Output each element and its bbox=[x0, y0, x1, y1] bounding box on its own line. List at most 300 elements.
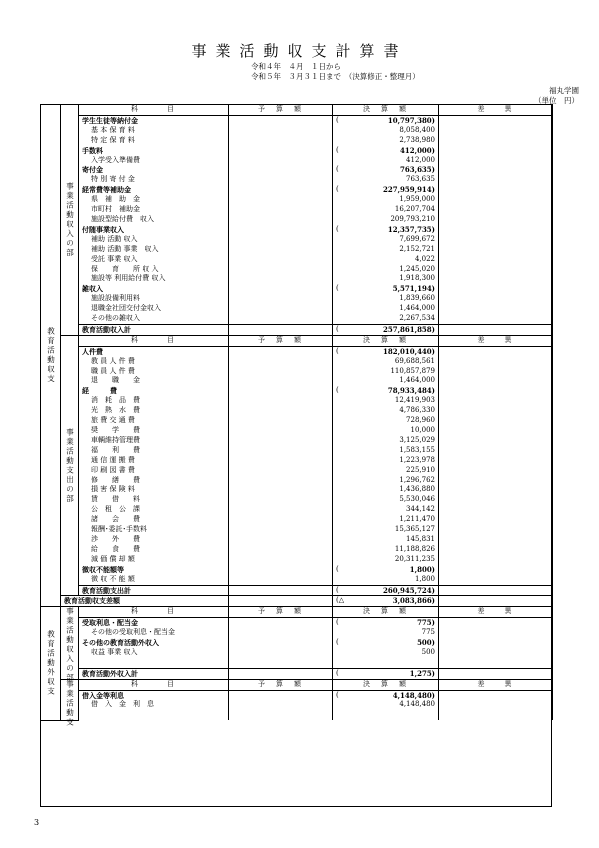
row-subject: 退職金社団交付金収入 bbox=[79, 304, 229, 314]
table-row bbox=[41, 476, 553, 486]
row-diff bbox=[439, 575, 553, 585]
row-subject: 教育活動支出計 bbox=[79, 585, 229, 596]
row-paren bbox=[333, 535, 343, 545]
row-budget bbox=[229, 456, 333, 466]
row-actual: 4,786,330 bbox=[343, 406, 439, 416]
table-row bbox=[41, 495, 553, 505]
unit-label: （単位 円） bbox=[534, 96, 579, 105]
row-actual: 1,211,470 bbox=[343, 515, 439, 525]
row-diff bbox=[439, 195, 553, 205]
row-subject: 奨 学 費 bbox=[79, 426, 229, 436]
row-paren: ( bbox=[333, 386, 343, 396]
header-budget: 予 算 額 bbox=[229, 105, 333, 116]
edu-balance-prefix: (△ bbox=[333, 596, 343, 607]
row-budget bbox=[229, 367, 333, 377]
row-diff bbox=[439, 515, 553, 525]
row-actual: 4,022 bbox=[343, 255, 439, 265]
row-diff bbox=[439, 545, 553, 555]
row-actual: 4,148,480 bbox=[343, 700, 439, 710]
row-budget bbox=[229, 406, 333, 416]
row-actual: 12,419,903 bbox=[343, 396, 439, 406]
row-subject: 消 耗 品 費 bbox=[79, 396, 229, 406]
row-diff bbox=[439, 446, 553, 456]
row-budget bbox=[229, 274, 333, 284]
row-paren bbox=[333, 235, 343, 245]
row-budget bbox=[229, 284, 333, 294]
row-diff bbox=[439, 314, 553, 324]
table-row bbox=[41, 535, 553, 545]
row-paren bbox=[333, 376, 343, 386]
table-row bbox=[41, 324, 553, 335]
row-budget bbox=[229, 618, 333, 628]
row-paren bbox=[333, 628, 343, 638]
row-paren bbox=[333, 304, 343, 314]
row-budget bbox=[229, 294, 333, 304]
row-actual: 20,311,235 bbox=[343, 555, 439, 565]
row-subject: 通 信 運 搬 費 bbox=[79, 456, 229, 466]
row-diff bbox=[439, 535, 553, 545]
row-diff bbox=[439, 555, 553, 565]
page-number: 3 bbox=[34, 818, 40, 827]
row-diff bbox=[439, 700, 553, 710]
sub-label-nonedu-expense: 事業活動支 bbox=[61, 679, 79, 720]
row-actual: 775 bbox=[343, 628, 439, 638]
header-diff: 差 異 bbox=[439, 607, 553, 618]
header-row bbox=[41, 679, 553, 690]
table-row bbox=[41, 485, 553, 495]
row-diff bbox=[439, 136, 553, 146]
row-subject: その他の受取利息・配当金 bbox=[79, 628, 229, 638]
table-row bbox=[41, 466, 553, 476]
table-row bbox=[41, 555, 553, 565]
row-budget bbox=[229, 357, 333, 367]
row-diff bbox=[439, 146, 553, 156]
row-actual: 1,296,762 bbox=[343, 476, 439, 486]
row-actual: 257,861,858) bbox=[343, 324, 439, 335]
section-label-edu: 教育活動収支 bbox=[41, 105, 61, 607]
row-diff bbox=[439, 565, 553, 575]
table-row bbox=[41, 205, 553, 215]
row-subject: 基 本 保 育 料 bbox=[79, 126, 229, 136]
row-budget bbox=[229, 126, 333, 136]
table-row bbox=[41, 386, 553, 396]
row-actual: 412,000 bbox=[343, 156, 439, 166]
table-row bbox=[41, 156, 553, 166]
row-actual: 7,699,672 bbox=[343, 235, 439, 245]
row-actual: 225,910 bbox=[343, 466, 439, 476]
row-paren bbox=[333, 175, 343, 185]
row-actual: 8,058,400 bbox=[343, 126, 439, 136]
row-paren bbox=[333, 156, 343, 166]
row-actual: 1,959,000 bbox=[343, 195, 439, 205]
row-paren bbox=[333, 215, 343, 225]
header-subject: 科 目 bbox=[79, 105, 229, 116]
header-budget: 予 算 額 bbox=[229, 335, 333, 346]
row-subject: 徴 収 不 能 額 bbox=[79, 575, 229, 585]
row-paren bbox=[333, 466, 343, 476]
row-budget bbox=[229, 225, 333, 235]
row-budget bbox=[229, 426, 333, 436]
row-diff bbox=[439, 225, 553, 235]
row-diff bbox=[439, 648, 553, 658]
row-budget bbox=[229, 156, 333, 166]
table-row bbox=[41, 215, 553, 225]
row-actual: 78,933,484) bbox=[343, 386, 439, 396]
row-subject: 借入金等利息 bbox=[79, 690, 229, 700]
row-paren bbox=[333, 658, 343, 668]
table-row bbox=[41, 195, 553, 205]
table-row bbox=[41, 690, 553, 700]
table-row bbox=[41, 165, 553, 175]
row-budget bbox=[229, 396, 333, 406]
row-subject: 退 職 金 bbox=[79, 376, 229, 386]
row-subject: 給 食 費 bbox=[79, 545, 229, 555]
section-label-nonedu: 教育活動外収支 bbox=[41, 607, 61, 720]
table-row bbox=[41, 416, 553, 426]
row-actual: 5,530,046 bbox=[343, 495, 439, 505]
table-row bbox=[41, 245, 553, 255]
row-budget bbox=[229, 710, 333, 720]
row-diff bbox=[439, 485, 553, 495]
row-actual: 344,142 bbox=[343, 505, 439, 515]
table-row bbox=[41, 255, 553, 265]
table-row bbox=[41, 294, 553, 304]
row-subject: 補助 活動 収入 bbox=[79, 235, 229, 245]
row-budget bbox=[229, 416, 333, 426]
row-budget bbox=[229, 195, 333, 205]
row-subject: 諸 会 費 bbox=[79, 515, 229, 525]
table-row bbox=[41, 367, 553, 377]
row-budget bbox=[229, 314, 333, 324]
table-row bbox=[41, 638, 553, 648]
edu-balance-budget bbox=[229, 596, 333, 607]
row-diff bbox=[439, 668, 553, 679]
edu-balance-row bbox=[41, 596, 553, 607]
row-paren: ( bbox=[333, 284, 343, 294]
row-paren: ( bbox=[333, 185, 343, 195]
row-subject: 雑収入 bbox=[79, 284, 229, 294]
row-paren bbox=[333, 367, 343, 377]
table-row bbox=[41, 115, 553, 125]
row-diff bbox=[439, 304, 553, 314]
table-row bbox=[41, 575, 553, 585]
row-paren: ( bbox=[333, 115, 343, 125]
table-row bbox=[41, 565, 553, 575]
row-actual: 2,267,534 bbox=[343, 314, 439, 324]
row-actual: 11,188,826 bbox=[343, 545, 439, 555]
table-row bbox=[41, 426, 553, 436]
edu-balance-label: 教育活動収支差額 bbox=[61, 596, 229, 607]
row-budget bbox=[229, 555, 333, 565]
row-actual: 10,797,380) bbox=[343, 115, 439, 125]
row-actual: 1,918,300 bbox=[343, 274, 439, 284]
row-paren bbox=[333, 195, 343, 205]
row-actual: 1,464,000 bbox=[343, 376, 439, 386]
edu-balance-value: 3,083,866) bbox=[343, 596, 439, 607]
row-subject: その他の教育活動外収入 bbox=[79, 638, 229, 648]
row-paren bbox=[333, 710, 343, 720]
row-diff bbox=[439, 324, 553, 335]
table-row bbox=[41, 314, 553, 324]
row-subject: 教育活動外収入計 bbox=[79, 668, 229, 679]
row-subject: 光 熱 水 費 bbox=[79, 406, 229, 416]
row-paren bbox=[333, 648, 343, 658]
table-row bbox=[41, 126, 553, 136]
table-row bbox=[41, 545, 553, 555]
row-diff bbox=[439, 284, 553, 294]
row-paren bbox=[333, 555, 343, 565]
row-paren: ( bbox=[333, 690, 343, 700]
row-diff bbox=[439, 175, 553, 185]
row-paren: ( bbox=[333, 324, 343, 335]
row-subject: 手数料 bbox=[79, 146, 229, 156]
row-diff bbox=[439, 205, 553, 215]
row-subject: 損 害 保 険 料 bbox=[79, 485, 229, 495]
row-subject: 施設等 利用給付費 収入 bbox=[79, 274, 229, 284]
row-subject: 車輌維持管理費 bbox=[79, 436, 229, 446]
row-subject: 渉 外 費 bbox=[79, 535, 229, 545]
header-diff: 差 異 bbox=[439, 105, 553, 116]
header-actual: 決 算 額 bbox=[333, 335, 439, 346]
header-row bbox=[41, 105, 553, 116]
row-diff bbox=[439, 165, 553, 175]
row-subject: 教育活動収入計 bbox=[79, 324, 229, 335]
header-actual: 決 算 額 bbox=[333, 607, 439, 618]
row-paren bbox=[333, 456, 343, 466]
row-budget bbox=[229, 690, 333, 700]
row-subject: 旅 費 交 通 費 bbox=[79, 416, 229, 426]
row-budget bbox=[229, 304, 333, 314]
row-diff bbox=[439, 245, 553, 255]
row-subject: 借 入 金 利 息 bbox=[79, 700, 229, 710]
row-subject: 経 費 bbox=[79, 386, 229, 396]
row-paren bbox=[333, 255, 343, 265]
row-paren: ( bbox=[333, 585, 343, 596]
row-budget bbox=[229, 668, 333, 679]
row-paren bbox=[333, 294, 343, 304]
row-subject: 特 定 保 育 料 bbox=[79, 136, 229, 146]
table-row bbox=[41, 396, 553, 406]
row-subject: 特 別 寄 付 金 bbox=[79, 175, 229, 185]
row-budget bbox=[229, 185, 333, 195]
row-diff bbox=[439, 386, 553, 396]
row-budget bbox=[229, 165, 333, 175]
sub-label-edu-income: 事業活動収入の部 bbox=[61, 105, 79, 336]
row-subject: 寄付金 bbox=[79, 165, 229, 175]
row-paren bbox=[333, 446, 343, 456]
row-budget bbox=[229, 146, 333, 156]
row-diff bbox=[439, 710, 553, 720]
row-budget bbox=[229, 446, 333, 456]
row-budget bbox=[229, 376, 333, 386]
row-budget bbox=[229, 386, 333, 396]
row-budget bbox=[229, 515, 333, 525]
row-subject: 入学受入準備費 bbox=[79, 156, 229, 166]
row-budget bbox=[229, 466, 333, 476]
row-actual: 2,738,980 bbox=[343, 136, 439, 146]
table-row bbox=[41, 585, 553, 596]
row-actual: 209,793,210 bbox=[343, 215, 439, 225]
table-row bbox=[41, 618, 553, 628]
row-budget bbox=[229, 215, 333, 225]
row-subject bbox=[79, 658, 229, 668]
row-actual: 260,945,724) bbox=[343, 585, 439, 596]
row-paren bbox=[333, 416, 343, 426]
row-actual: 227,959,914) bbox=[343, 185, 439, 195]
row-actual: 15,365,127 bbox=[343, 525, 439, 535]
table-row bbox=[41, 436, 553, 446]
row-subject: 学生生徒等納付金 bbox=[79, 115, 229, 125]
row-actual: 728,960 bbox=[343, 416, 439, 426]
row-actual: 2,152,721 bbox=[343, 245, 439, 255]
table-row bbox=[41, 225, 553, 235]
table-row bbox=[41, 456, 553, 466]
row-diff bbox=[439, 658, 553, 668]
header-actual: 決 算 額 bbox=[333, 105, 439, 116]
row-actual: 1,800 bbox=[343, 575, 439, 585]
row-actual: 10,000 bbox=[343, 426, 439, 436]
row-actual: 12,357,735) bbox=[343, 225, 439, 235]
table-row bbox=[41, 710, 553, 720]
row-paren bbox=[333, 495, 343, 505]
row-budget bbox=[229, 495, 333, 505]
row-subject: 修 繕 費 bbox=[79, 476, 229, 486]
row-budget bbox=[229, 628, 333, 638]
row-diff bbox=[439, 456, 553, 466]
row-paren bbox=[333, 545, 343, 555]
row-diff bbox=[439, 466, 553, 476]
row-actual: 145,831 bbox=[343, 535, 439, 545]
row-budget bbox=[229, 575, 333, 585]
row-diff bbox=[439, 426, 553, 436]
row-paren: ( bbox=[333, 146, 343, 156]
row-diff bbox=[439, 115, 553, 125]
period-to: 令和５年 ３月３１日まで （決算修正・整理月） bbox=[251, 72, 420, 81]
header-row bbox=[41, 607, 553, 618]
table-row bbox=[41, 658, 553, 668]
row-paren bbox=[333, 265, 343, 275]
row-actual: 1,839,660 bbox=[343, 294, 439, 304]
row-diff bbox=[439, 638, 553, 648]
row-budget bbox=[229, 205, 333, 215]
row-paren bbox=[333, 485, 343, 495]
row-subject: 県 補 助 金 bbox=[79, 195, 229, 205]
row-diff bbox=[439, 294, 553, 304]
table-row bbox=[41, 136, 553, 146]
table-row bbox=[41, 525, 553, 535]
row-actual bbox=[343, 658, 439, 668]
row-paren bbox=[333, 126, 343, 136]
row-diff bbox=[439, 396, 553, 406]
row-subject: 報酬･委託･手数料 bbox=[79, 525, 229, 535]
row-budget bbox=[229, 324, 333, 335]
row-subject: 印 刷 図 書 費 bbox=[79, 466, 229, 476]
row-paren bbox=[333, 136, 343, 146]
table-row bbox=[41, 446, 553, 456]
row-paren bbox=[333, 205, 343, 215]
row-budget bbox=[229, 245, 333, 255]
row-subject: 職 員 人 件 費 bbox=[79, 367, 229, 377]
row-budget bbox=[229, 585, 333, 596]
table-row bbox=[41, 628, 553, 638]
row-paren: ( bbox=[333, 346, 343, 356]
row-diff bbox=[439, 274, 553, 284]
row-actual: 3,125,029 bbox=[343, 436, 439, 446]
row-paren bbox=[333, 406, 343, 416]
table-row bbox=[41, 274, 553, 284]
header-diff: 差 異 bbox=[439, 679, 553, 690]
row-diff bbox=[439, 618, 553, 628]
table-row bbox=[41, 357, 553, 367]
row-budget bbox=[229, 476, 333, 486]
page-title: 事業活動収支計算書 bbox=[191, 42, 408, 60]
row-paren bbox=[333, 525, 343, 535]
row-actual: 182,010,440) bbox=[343, 346, 439, 356]
statement-body bbox=[41, 105, 553, 728]
table-row bbox=[41, 648, 553, 658]
statement-table bbox=[40, 104, 553, 728]
org-block bbox=[534, 86, 579, 106]
row-budget bbox=[229, 545, 333, 555]
table-row bbox=[41, 265, 553, 275]
row-paren bbox=[333, 476, 343, 486]
row-subject: 市町村 補助金 bbox=[79, 205, 229, 215]
row-subject: 福 利 費 bbox=[79, 446, 229, 456]
row-subject: 施設型給付費 収入 bbox=[79, 215, 229, 225]
row-actual: 763,635 bbox=[343, 175, 439, 185]
row-subject: 施設設備利用料 bbox=[79, 294, 229, 304]
row-subject: 賃 借 料 bbox=[79, 495, 229, 505]
row-paren bbox=[333, 274, 343, 284]
header-subject: 科 目 bbox=[79, 335, 229, 346]
row-paren bbox=[333, 314, 343, 324]
row-diff bbox=[439, 505, 553, 515]
row-diff bbox=[439, 235, 553, 245]
table-row bbox=[41, 515, 553, 525]
row-budget bbox=[229, 638, 333, 648]
row-diff bbox=[439, 215, 553, 225]
row-paren: ( bbox=[333, 565, 343, 575]
table-row bbox=[41, 185, 553, 195]
row-paren bbox=[333, 436, 343, 446]
header-budget: 予 算 額 bbox=[229, 607, 333, 618]
table-row bbox=[41, 376, 553, 386]
row-actual: 500) bbox=[343, 638, 439, 648]
row-diff bbox=[439, 265, 553, 275]
row-diff bbox=[439, 628, 553, 638]
row-actual: 69,688,561 bbox=[343, 357, 439, 367]
row-actual: 5,571,194) bbox=[343, 284, 439, 294]
table-row bbox=[41, 406, 553, 416]
row-paren bbox=[333, 357, 343, 367]
row-actual: 1,800) bbox=[343, 565, 439, 575]
row-actual: 1,245,020 bbox=[343, 265, 439, 275]
row-paren bbox=[333, 245, 343, 255]
row-budget bbox=[229, 658, 333, 668]
row-diff bbox=[439, 436, 553, 446]
row-subject: 経常費等補助金 bbox=[79, 185, 229, 195]
row-subject: 保 育 所 収 入 bbox=[79, 265, 229, 275]
row-subject: 付随事業収入 bbox=[79, 225, 229, 235]
row-budget bbox=[229, 115, 333, 125]
row-paren: ( bbox=[333, 618, 343, 628]
row-actual: 1,583,155 bbox=[343, 446, 439, 456]
row-actual: 500 bbox=[343, 648, 439, 658]
header-row bbox=[41, 335, 553, 346]
row-diff bbox=[439, 255, 553, 265]
row-paren bbox=[333, 700, 343, 710]
row-subject: 受託 事業 収入 bbox=[79, 255, 229, 265]
